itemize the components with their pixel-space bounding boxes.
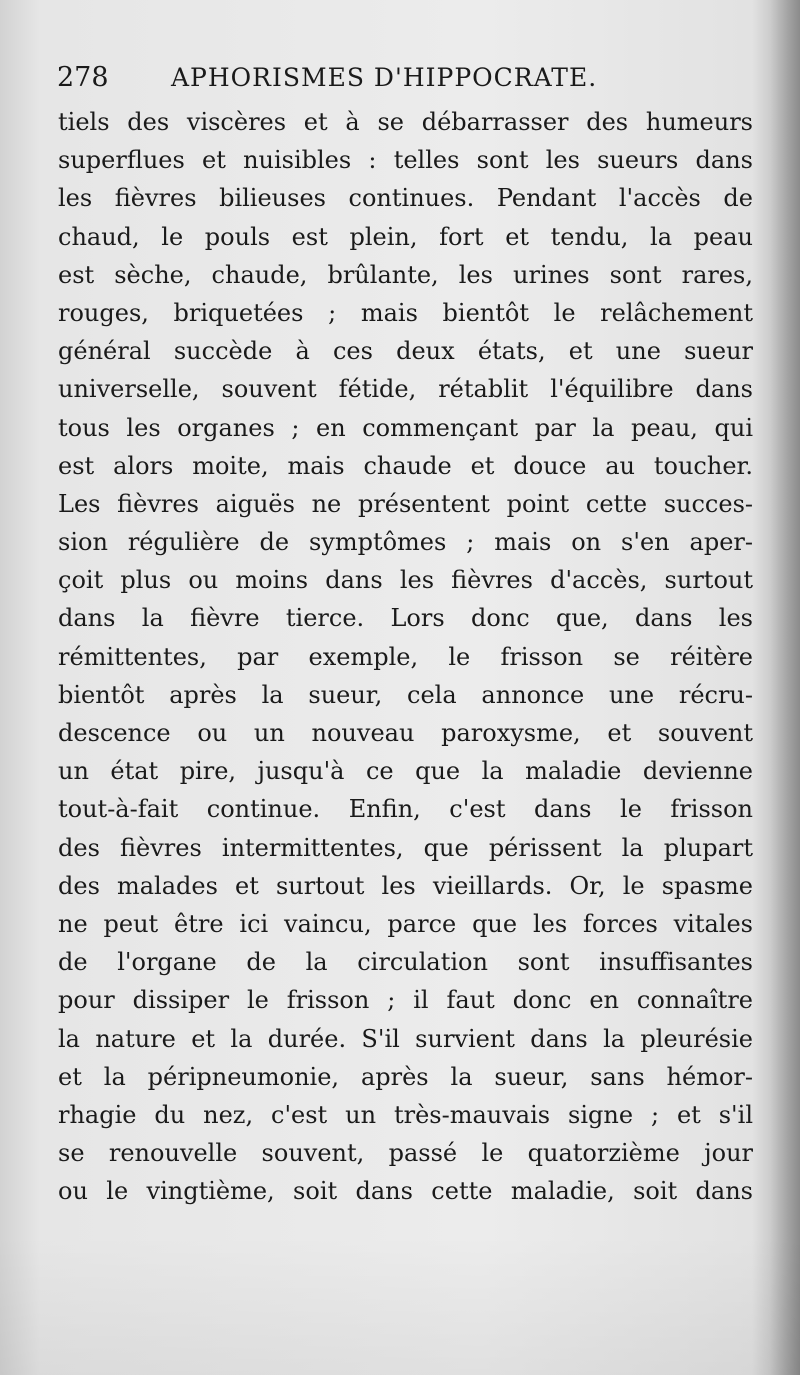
- text-line: universelle, souvent fétide, rétablit l'équilibre dans: [58, 375, 753, 404]
- text-line: un état pire, jusqu'à ce que la maladie devienne: [58, 757, 753, 786]
- text-line: se renouvelle souvent, passé le quatorzième jour: [58, 1139, 753, 1168]
- text-line: rhagie du nez, c'est un très-mauvais signe ; et s'il: [58, 1100, 753, 1129]
- text-line: bientôt après la sueur, cela annonce une récru-: [58, 680, 753, 709]
- text-line: est alors moite, mais chaude et douce au toucher.: [58, 451, 753, 480]
- page-edge-shadow: [770, 0, 800, 1375]
- text-line: sion régulière de symptômes ; mais on s'en aper-: [58, 528, 753, 557]
- text-line: superflues et nuisibles : telles sont les sueurs dans: [58, 146, 753, 175]
- text-line: ou le vingtième, soit dans cette maladie, soit dans: [58, 1177, 753, 1206]
- page-number: 278: [57, 62, 109, 93]
- text-line: des malades et surtout les vieillards. Or, le spasme: [58, 871, 753, 900]
- text-line: pour dissiper le frisson ; il faut donc en connaître: [58, 986, 753, 1015]
- text-line: tous les organes ; en commençant par la peau, qui: [58, 413, 753, 442]
- text-line: les fièvres bilieuses continues. Pendant l'accès de: [58, 184, 753, 213]
- text-line: Les fièvres aiguës ne présentent point cette succes-: [58, 489, 753, 518]
- text-line: tiels des viscères et à se débarrasser des humeurs: [58, 108, 753, 136]
- text-line: des fièvres intermittentes, que périssent la plupart: [58, 833, 753, 862]
- page-header: [57, 58, 747, 98]
- text-line: çoit plus ou moins dans les fièvres d'accès, surtout: [58, 566, 753, 595]
- text-line: rouges, briquetées ; mais bientôt le relâchement: [58, 298, 753, 327]
- body-text: [58, 103, 753, 1210]
- text-line: chaud, le pouls est plein, fort et tendu, la peau: [58, 222, 753, 251]
- text-line: tout-à-fait continue. Enfin, c'est dans le frisson: [58, 795, 753, 824]
- text-line: descence ou un nouveau paroxysme, et souvent: [58, 719, 753, 747]
- page-bottom-shade: [0, 1235, 800, 1375]
- text-line: général succède à ces deux états, et une sueur: [58, 337, 753, 366]
- text-line: la nature et la durée. S'il survient dans la pleurésie: [58, 1024, 753, 1053]
- text-line: de l'organe de la circulation sont insuffisantes: [58, 948, 753, 977]
- running-title: APHORISMES D'HIPPOCRATE.: [171, 63, 598, 92]
- text-line: ne peut être ici vaincu, parce que les forces vitales: [58, 909, 753, 938]
- text-line: rémittentes, par exemple, le frisson se réitère: [58, 642, 753, 671]
- text-line: dans la fièvre tierce. Lors donc que, dans les: [58, 604, 753, 633]
- text-line: et la péripneumonie, après la sueur, sans hémor-: [58, 1062, 753, 1091]
- text-line: est sèche, chaude, brûlante, les urines sont rares,: [58, 260, 753, 289]
